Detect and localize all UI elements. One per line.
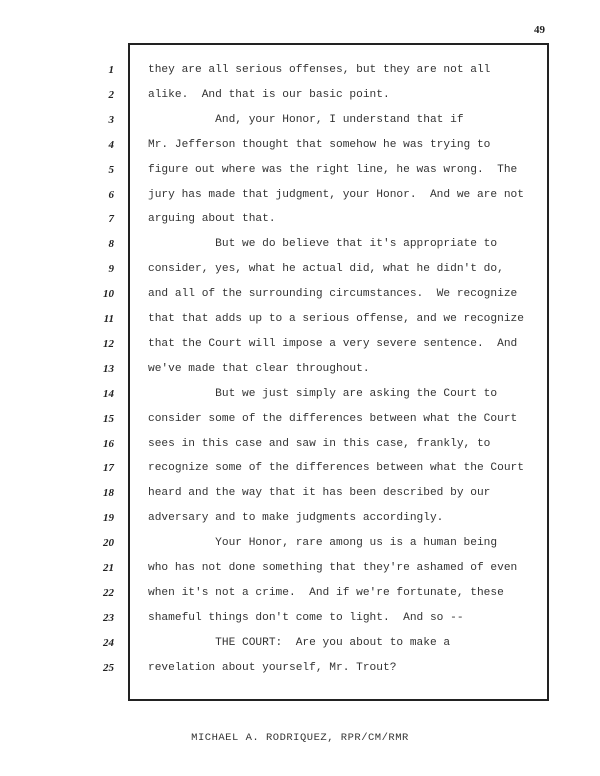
- transcript-line: consider some of the differences between what the Court: [148, 413, 518, 425]
- line-number: 22: [103, 587, 114, 599]
- transcript-line: heard and the way that it has been described by our: [148, 487, 491, 499]
- transcript-line: THE COURT: Are you about to make a: [148, 637, 451, 649]
- transcript-line: alike. And that is our basic point.: [148, 89, 390, 101]
- reporter-footer: MICHAEL A. RODRIQUEZ, RPR/CM/RMR: [191, 732, 409, 744]
- line-number: 25: [103, 662, 114, 674]
- transcript-line: they are all serious offenses, but they are not all: [148, 64, 491, 76]
- line-number: 20: [103, 537, 114, 549]
- line-number: 19: [103, 512, 114, 524]
- line-number: 2: [108, 89, 114, 101]
- line-number: 10: [103, 288, 114, 300]
- line-number: 24: [103, 637, 114, 649]
- transcript-line: arguing about that.: [148, 213, 276, 225]
- line-number: 16: [103, 438, 114, 450]
- transcript-line: recognize some of the differences between what the Court: [148, 462, 524, 474]
- line-number: 13: [103, 363, 114, 375]
- line-number: 11: [103, 313, 114, 325]
- line-number: 7: [108, 213, 114, 225]
- line-number: 9: [108, 263, 114, 275]
- line-number: 4: [108, 139, 114, 151]
- transcript-line: And, your Honor, I understand that if: [148, 114, 464, 126]
- transcript-line: sees in this case and saw in this case, frankly, to: [148, 438, 491, 450]
- transcript-line: and all of the surrounding circumstances. We recognize: [148, 288, 518, 300]
- line-number: 1: [108, 64, 114, 76]
- line-number: 15: [103, 413, 114, 425]
- page-number: 49: [534, 24, 545, 36]
- line-number: 18: [103, 487, 114, 499]
- line-number: 5: [108, 164, 114, 176]
- line-number: 21: [103, 562, 114, 574]
- line-number: 8: [108, 238, 114, 250]
- transcript-line: Your Honor, rare among us is a human being: [148, 537, 498, 549]
- transcript-line: figure out where was the right line, he was wrong. The: [148, 164, 518, 176]
- transcript-line: that that adds up to a serious offense, and we recognize: [148, 313, 524, 325]
- transcript-line: But we do believe that it's appropriate to: [148, 238, 498, 250]
- transcript-line: adversary and to make judgments accordingly.: [148, 512, 444, 524]
- transcript-line: who has not done something that they're ashamed of even: [148, 562, 518, 574]
- line-number: 14: [103, 388, 114, 400]
- transcript-line: jury has made that judgment, your Honor. And we are not: [148, 189, 524, 201]
- transcript-line: that the Court will impose a very severe sentence. And: [148, 338, 518, 350]
- line-number: 17: [103, 462, 114, 474]
- transcript-line: But we just simply are asking the Court to: [148, 388, 498, 400]
- line-number: 6: [108, 189, 114, 201]
- transcript-line: consider, yes, what he actual did, what he didn't do,: [148, 263, 504, 275]
- line-number: 3: [108, 114, 114, 126]
- line-number: 12: [103, 338, 114, 350]
- transcript-line: Mr. Jefferson thought that somehow he was trying to: [148, 139, 491, 151]
- transcript-line: we've made that clear throughout.: [148, 363, 370, 375]
- transcript-line: when it's not a crime. And if we're fortunate, these: [148, 587, 504, 599]
- line-number: 23: [103, 612, 114, 624]
- transcript-line: shameful things don't come to light. And so --: [148, 612, 464, 624]
- transcript-line: revelation about yourself, Mr. Trout?: [148, 662, 397, 674]
